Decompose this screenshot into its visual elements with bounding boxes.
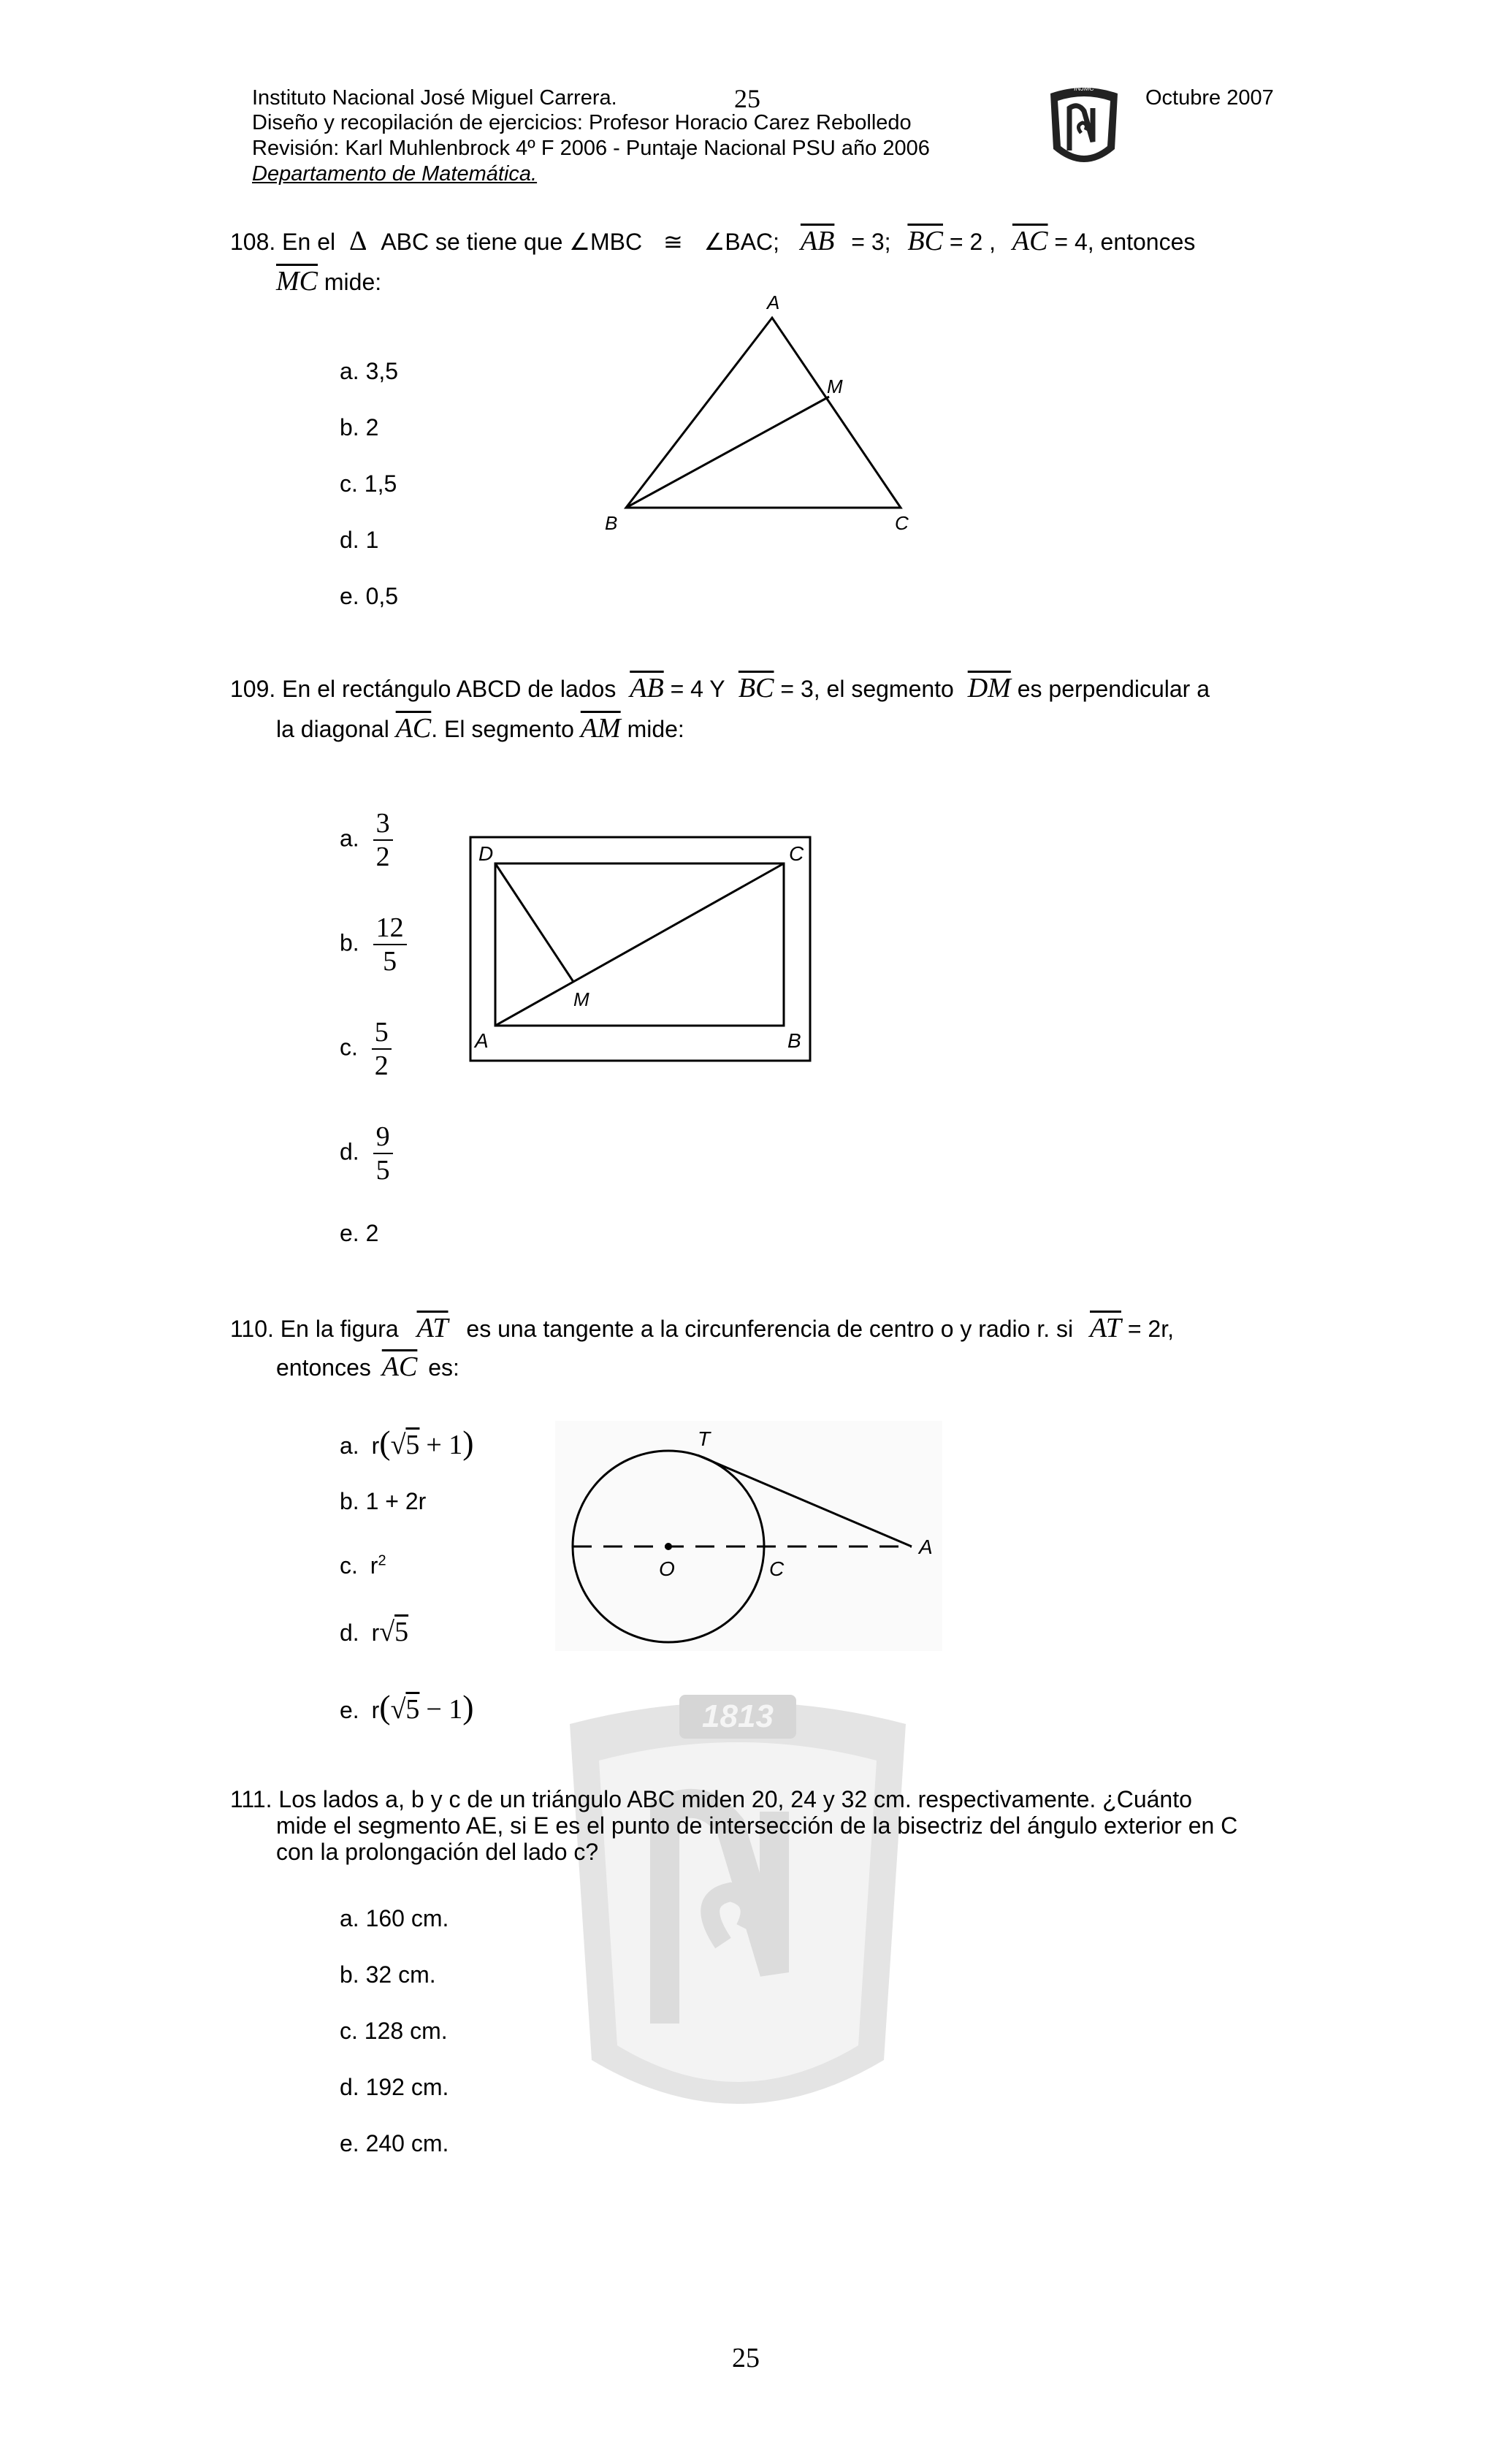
point-o: O [659,1557,675,1580]
option-c[interactable]: c. 1,5 [340,470,397,497]
logo-letters: INJMC [1074,85,1094,92]
question-108: 108. En el Δ ABC se tiene que ∠MBC ≅ ∠BAC; $\overline{AB} = 3$; $\overline{BC} = 2$ , $\overline{AC} = 4$, entonces $\overline{MC}$ mide: [230,226,1196,297]
header-line-2: Diseño y recopilación de ejercicios: Profesor Horacio Carez Rebolledo [252,111,912,134]
question-number: 108. [230,229,276,255]
option-b[interactable]: b. 2 [340,414,379,440]
fraction: $\frac{3}{2}$ [373,807,393,873]
segment-bc: $\overline{BC}$ [907,226,943,256]
question-number: 110. [230,1316,274,1342]
fraction: $\frac{9}{5}$ [373,1121,393,1186]
vertex-d: D [478,842,494,865]
segment-ac: $\overline{AC}$ [1012,226,1048,256]
segment-am: $\overline{AM}$ [580,713,621,744]
option-c[interactable]: c. $\frac{5}{2}$ [340,1016,392,1082]
vertex-b: B [605,512,618,534]
watermark-crest [541,1680,935,2162]
option-e[interactable]: e. r(√5 − 1) [340,1688,474,1725]
header-line-3: Revisión: Karl Muhlenbrock 4º F 2006 - Puntaje Nacional PSU año 2006 [252,137,930,160]
triangle-symbol: Δ [349,226,367,256]
option-d[interactable]: d. $\frac{9}{5}$ [340,1121,393,1186]
rectangle-figure [468,834,814,1067]
triangle-figure [592,289,920,537]
segment-dm: $\overline{DM}$ [967,673,1011,703]
question-number: 109. [230,676,276,702]
circle-tangent-figure [555,1421,942,1651]
question-110: 110. En la figura $\overline{AT}$ es una tangente a la circunferencia de centro o y radio r. si $\overline{AT} = 2r$, entonces $\overline{AC}$ es: [230,1313,1174,1382]
option-e[interactable]: e. 2 [340,1220,379,1246]
watermark-year: 1813 [702,1698,774,1734]
question-111: 111. Los lados a, b y c de un triángulo ABC miden 20, 24 y 32 cm. respectivamente. ¿Cuánto mide el segmento AE, si E es el punto de intersección de la bisectriz del ángulo exterior en C con la prolongación del lado c? [230,1786,1238,1865]
option-b[interactable]: b. 32 cm. [340,1961,436,1988]
option-e[interactable]: e. 0,5 [340,583,399,609]
footer-page-number: 25 [732,2343,760,2373]
option-a[interactable]: a. 3,5 [340,358,399,384]
segment-ab: $\overline{AB}$ [800,226,835,256]
segment-ab: $\overline{AB}$ [630,673,664,703]
option-b[interactable]: b. $\frac{12}{5}$ [340,912,407,977]
header-page-number: 25 [734,84,760,113]
option-c[interactable]: c. 128 cm. [340,2018,448,2044]
vertex-a: A [767,291,780,313]
vertex-a: A [475,1029,489,1052]
vertex-c: C [895,512,909,534]
vertex-c: C [789,842,804,865]
vertex-m: M [573,988,589,1010]
option-c[interactable]: c. $r^2$ [340,1552,386,1579]
header-line-1: Instituto Nacional José Miguel Carrera. [252,86,617,110]
vertex-b: B [787,1029,801,1052]
point-a: A [919,1536,933,1558]
angle-icon: ∠ [569,229,590,255]
segment-at: $\overline{AT}$ [1090,1313,1121,1343]
question-number: 111. [230,1786,272,1812]
school-logo [1046,82,1122,175]
option-a[interactable]: a. 160 cm. [340,1905,449,1931]
fraction: $\frac{12}{5}$ [373,912,407,977]
vertex-m: M [827,375,843,397]
fraction: $\frac{5}{2}$ [372,1016,392,1082]
option-d[interactable]: d. 1 [340,527,379,553]
angle-icon: ∠ [703,229,725,255]
segment-bc: $\overline{BC}$ [738,673,774,703]
question-109: 109. En el rectángulo ABCD de lados $\overline{AB} = 4$ Y $\overline{BC} = 3$, el segmento $\overline{DM}$ es perpendicular a la diagonal $\overline{AC}$. El segmento $\overline{AM}$ mide: [230,673,1210,744]
segment-ac: $\overline{AC}$ [381,1351,418,1382]
option-a[interactable]: a. r(√5 + 1) [340,1424,474,1461]
point-c: C [769,1557,785,1580]
option-a[interactable]: a. $\frac{3}{2}$ [340,807,393,873]
segment-at: $\overline{AT}$ [416,1313,449,1343]
option-b[interactable]: b. 1 + 2r [340,1488,427,1514]
option-e[interactable]: e. 240 cm. [340,2130,449,2156]
option-d[interactable]: d. 192 cm. [340,2074,449,2100]
segment-mc: $\overline{MC}$ [276,266,318,297]
header-date: Octubre 2007 [1145,86,1274,110]
department-name: Departamento de Matemática. [252,162,538,186]
segment-ac: $\overline{AC}$ [395,713,432,744]
option-d[interactable]: d. r√5 [340,1617,409,1647]
point-t: T [698,1427,711,1450]
